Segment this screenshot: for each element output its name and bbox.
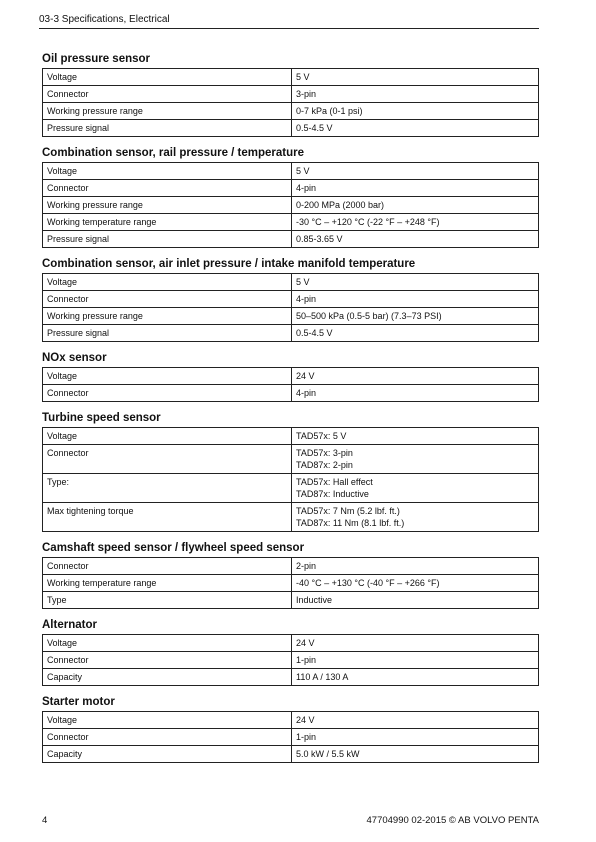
spec-value <box>292 729 539 746</box>
spec-label: Connector <box>43 729 292 746</box>
page-header: 03-3 Specifications, Electrical <box>39 14 539 29</box>
spec-label: Connector <box>43 652 292 669</box>
spec-value <box>292 274 539 291</box>
spec-label: Connector <box>43 385 292 402</box>
spec-label: Voltage <box>43 428 292 445</box>
spec-value <box>292 214 539 231</box>
spec-value <box>292 503 539 532</box>
spec-table <box>42 557 539 609</box>
spec-value-line: Inductive <box>296 595 333 605</box>
spec-value-line: 5 V <box>296 277 310 287</box>
table-row <box>43 729 539 746</box>
spec-value-line: TAD57x: 5 V <box>296 431 347 441</box>
spec-content <box>42 52 539 772</box>
spec-label: Max tightening torque <box>43 503 292 532</box>
table-row <box>43 214 539 231</box>
spec-value-line: 50–500 kPa (0.5-5 bar) (7.3–73 PSI) <box>296 311 442 321</box>
spec-label: Working pressure range <box>43 197 292 214</box>
table-row <box>43 669 539 686</box>
spec-value-line: 1-pin <box>296 732 317 742</box>
spec-value-line: TAD87x: 2-pin <box>296 460 353 470</box>
spec-label: Voltage <box>43 635 292 652</box>
spec-value-line: 4-pin <box>296 294 317 304</box>
table-row <box>43 575 539 592</box>
spec-value-line: 110 A / 130 A <box>296 672 349 682</box>
document-reference: 47704990 02-2015 © AB VOLVO PENTA <box>366 815 539 826</box>
spec-value <box>292 652 539 669</box>
section-title: Starter motor <box>42 696 115 708</box>
table-row <box>43 291 539 308</box>
spec-value-line: -30 °C – +120 °C (-22 °F – +248 °F) <box>296 217 440 227</box>
table-row <box>43 474 539 503</box>
table-row <box>43 635 539 652</box>
spec-value-line: 2-pin <box>296 561 317 571</box>
spec-section <box>42 618 539 686</box>
spec-value-line: 0.5-4.5 V <box>296 328 333 338</box>
spec-label: Working pressure range <box>43 103 292 120</box>
table-row <box>43 103 539 120</box>
table-row <box>43 712 539 729</box>
spec-label: Working temperature range <box>43 575 292 592</box>
spec-value-line: 0.85-3.65 V <box>296 234 343 244</box>
spec-label: Connector <box>43 180 292 197</box>
spec-value <box>292 291 539 308</box>
spec-table <box>42 427 539 532</box>
spec-value-line: 24 V <box>296 371 315 381</box>
spec-value <box>292 368 539 385</box>
spec-value <box>292 180 539 197</box>
spec-label: Pressure signal <box>43 231 292 248</box>
table-row <box>43 86 539 103</box>
spec-value-line: 5.0 kW / 5.5 kW <box>296 749 360 759</box>
spec-value-line: 5 V <box>296 72 310 82</box>
spec-section <box>42 257 539 342</box>
table-row <box>43 308 539 325</box>
spec-section <box>42 541 539 609</box>
table-row <box>43 385 539 402</box>
spec-table <box>42 634 539 686</box>
spec-label: Working pressure range <box>43 308 292 325</box>
section-title: Combination sensor, rail pressure / temperature <box>42 147 305 159</box>
spec-label: Voltage <box>43 368 292 385</box>
spec-value <box>292 712 539 729</box>
spec-value-line: TAD57x: Hall effect <box>296 477 373 487</box>
table-row <box>43 445 539 474</box>
spec-section <box>42 411 539 532</box>
spec-label: Capacity <box>43 669 292 686</box>
spec-value <box>292 103 539 120</box>
section-title: NOx sensor <box>42 352 107 364</box>
spec-table <box>42 367 539 402</box>
spec-value <box>292 474 539 503</box>
spec-value-line: 0.5-4.5 V <box>296 123 333 133</box>
spec-label: Type: <box>43 474 292 503</box>
spec-value <box>292 120 539 137</box>
spec-value-line: 24 V <box>296 638 315 648</box>
table-row <box>43 69 539 86</box>
table-row <box>43 592 539 609</box>
spec-label: Voltage <box>43 712 292 729</box>
table-row <box>43 120 539 137</box>
spec-value-line: 4-pin <box>296 183 317 193</box>
spec-value <box>292 325 539 342</box>
table-row <box>43 163 539 180</box>
table-row <box>43 197 539 214</box>
section-title: Alternator <box>42 619 97 631</box>
table-row <box>43 274 539 291</box>
section-title: Combination sensor, air inlet pressure / intake manifold temperature <box>42 258 416 270</box>
spec-label: Voltage <box>43 274 292 291</box>
section-title: Camshaft speed sensor / flywheel speed sensor <box>42 542 305 554</box>
spec-value <box>292 197 539 214</box>
page-number: 4 <box>42 815 48 826</box>
spec-table <box>42 162 539 248</box>
spec-value-line: 5 V <box>296 166 310 176</box>
spec-value <box>292 86 539 103</box>
table-row <box>43 652 539 669</box>
spec-value <box>292 308 539 325</box>
spec-value <box>292 558 539 575</box>
spec-value-line: -40 °C – +130 °C (-40 °F – +266 °F) <box>296 578 440 588</box>
spec-value-line: 0-7 kPa (0-1 psi) <box>296 106 363 116</box>
spec-value-line: TAD57x: 7 Nm (5.2 lbf. ft.) <box>296 506 400 516</box>
spec-label: Connector <box>43 291 292 308</box>
spec-label: Connector <box>43 558 292 575</box>
table-row <box>43 231 539 248</box>
spec-value <box>292 231 539 248</box>
spec-label: Pressure signal <box>43 325 292 342</box>
spec-table <box>42 68 539 137</box>
spec-table <box>42 711 539 763</box>
spec-value <box>292 163 539 180</box>
spec-label: Capacity <box>43 746 292 763</box>
spec-value-line: TAD87x: Inductive <box>296 489 369 499</box>
spec-section <box>42 52 539 137</box>
table-row <box>43 503 539 532</box>
spec-label: Connector <box>43 86 292 103</box>
spec-label: Voltage <box>43 69 292 86</box>
table-row <box>43 558 539 575</box>
spec-value <box>292 592 539 609</box>
spec-value <box>292 445 539 474</box>
spec-value-line: TAD57x: 3-pin <box>296 448 353 458</box>
section-title: Turbine speed sensor <box>42 412 161 424</box>
spec-value-line: 1-pin <box>296 655 317 665</box>
section-title: Oil pressure sensor <box>42 53 151 65</box>
spec-value <box>292 635 539 652</box>
table-row <box>43 325 539 342</box>
spec-value <box>292 575 539 592</box>
spec-label: Pressure signal <box>43 120 292 137</box>
table-row <box>43 180 539 197</box>
spec-section <box>42 351 539 402</box>
spec-section <box>42 146 539 248</box>
spec-value-line: 0-200 MPa (2000 bar) <box>296 200 385 210</box>
spec-value-line: TAD87x: 11 Nm (8.1 lbf. ft.) <box>296 518 405 528</box>
spec-value-line: 3-pin <box>296 89 317 99</box>
table-row <box>43 746 539 763</box>
spec-label: Working temperature range <box>43 214 292 231</box>
spec-label: Type <box>43 592 292 609</box>
spec-section <box>42 695 539 763</box>
table-row <box>43 428 539 445</box>
spec-value <box>292 69 539 86</box>
spec-value <box>292 385 539 402</box>
table-row <box>43 368 539 385</box>
spec-value-line: 4-pin <box>296 388 317 398</box>
spec-label: Voltage <box>43 163 292 180</box>
spec-value <box>292 669 539 686</box>
spec-value-line: 24 V <box>296 715 315 725</box>
spec-value <box>292 746 539 763</box>
spec-label: Connector <box>43 445 292 474</box>
spec-value <box>292 428 539 445</box>
spec-table <box>42 273 539 342</box>
